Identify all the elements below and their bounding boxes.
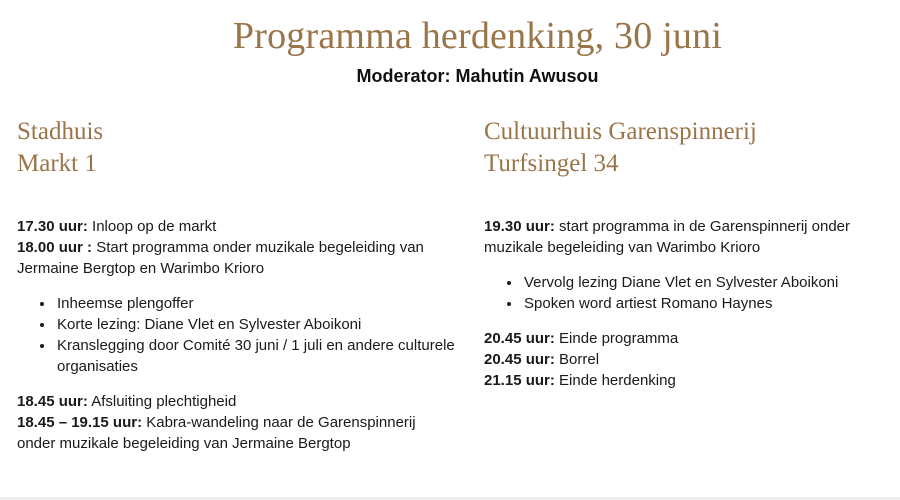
schedule-text: Start programma onder muzikale begeleiding van Jermaine Bergtop en Warimbo Krioro [17,239,424,277]
schedule-item [17,216,457,237]
page-title: Programma herdenking, 30 juni [232,15,723,57]
moderator-line: Moderator: Mahutin Awusou [356,66,599,86]
schedule-text: Inloop op de markt [87,218,217,235]
bullet-item: • Kranslegging door Comité 30 juni / 1 juli en andere culturele organisaties [55,335,457,377]
schedule-intro [484,216,894,258]
schedule-item [17,412,457,454]
schedule-time: 21.15 uur: [484,372,555,389]
schedule-time: 19.30 uur: [484,218,555,235]
schedule-time: 20.45 uur: [484,351,555,368]
schedule-item [17,391,457,412]
venue-heading-stadhuis [17,116,457,180]
schedule-time: 20.45 uur: [484,330,555,347]
schedule-outro [484,328,894,391]
schedule-item [484,349,894,370]
schedule-time: 17.30 uur: [17,218,88,235]
right-column [484,116,894,405]
schedule-item [484,328,894,349]
schedule-text: start programma in de Garenspinnerij onder muzikale begeleiding van Warimbo Krioro [484,218,851,256]
schedule-item [484,370,894,391]
schedule-text: Einde herdenking [554,372,676,389]
schedule-time: 18.45 – 19.15 uur: [17,414,143,431]
venue-address: Markt 1 [17,150,97,177]
schedule-item [484,216,894,258]
schedule-text: Einde programma [554,330,679,347]
schedule-text: Afsluiting plechtigheid [87,393,237,410]
schedule-text: Kabra-wandeling naar de Garenspinnerij onder muzikale begeleiding van Jermaine Bergtop [17,414,416,452]
schedule-time: 18.45 uur: [17,393,88,410]
schedule-outro [17,391,457,454]
schedule-item [17,237,457,279]
schedule-time: 18.00 uur : [17,239,93,256]
schedule-text: Borrel [554,351,600,368]
program-bullet-list [484,272,894,314]
venue-name: Cultuurhuis Garenspinnerij [484,118,757,145]
program-bullet-list [17,293,457,377]
venue-address: Turfsingel 34 [484,150,619,177]
bullet-item: • Spoken word artiest Romano Haynes [522,293,894,314]
venue-heading-garenspinnerij [484,116,894,180]
venue-name: Stadhuis [17,118,104,145]
schedule-intro [17,216,457,279]
bullet-item: • Vervolg lezing Diane Vlet en Sylvester Aboikoni [522,272,894,293]
bullet-item: • Korte lezing: Diane Vlet en Sylvester Aboikoni [55,314,457,335]
left-column [17,116,457,468]
bullet-item: • Inheemse plengoffer [55,293,457,314]
